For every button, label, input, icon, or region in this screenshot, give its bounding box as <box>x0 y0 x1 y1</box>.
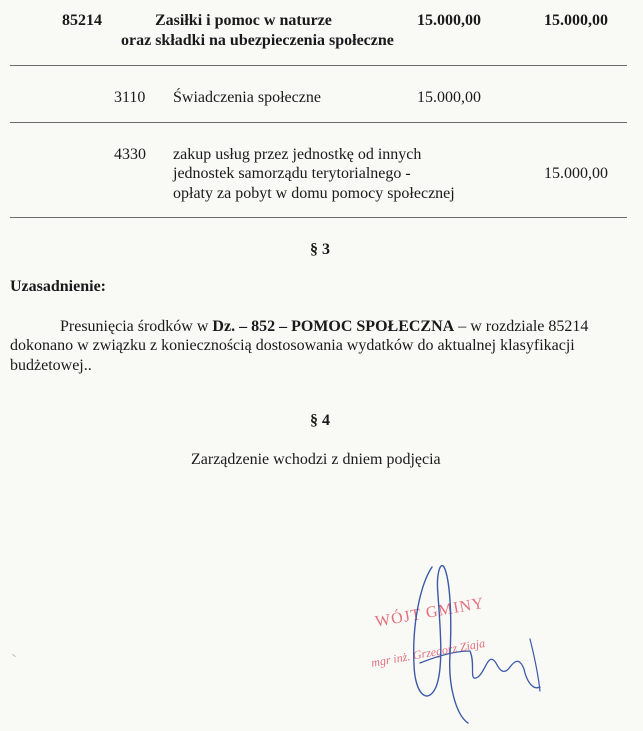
justification-line2: dokonano w związku z koniecznością dostosowania wydatków do aktualnej klasyfikacji <box>10 337 575 354</box>
justification-text-before: Presunięcia środków w <box>60 318 213 335</box>
row-description-line1: zakup usług przez jednostkę od innych <box>173 146 422 163</box>
row-amount-increase: 15.000,00 <box>544 165 608 182</box>
signature-icon <box>400 555 560 730</box>
table-divider <box>10 122 627 123</box>
section-title-line1: Zasiłki i pomoc w naturze <box>155 12 332 29</box>
row-amount-reduction: 15.000,00 <box>417 89 481 106</box>
section-title-line2: oraz składki na ubezpieczenia społeczne <box>121 32 394 49</box>
row-code: 3110 <box>114 89 146 106</box>
section-4-text: Zarządzenie wchodzi z dniem podjęcia <box>191 451 441 468</box>
justification-line3: budżetowej.. <box>10 357 92 374</box>
table-divider <box>10 217 627 218</box>
stamp-title: WÓJT GMINY <box>374 594 486 631</box>
section-code: 85214 <box>62 12 102 29</box>
justification-heading: Uzasadnienie: <box>10 278 106 295</box>
section-amount-reduction: 15.000,00 <box>417 12 481 29</box>
section-4-heading: § 4 <box>310 412 330 429</box>
section-amount-increase: 15.000,00 <box>544 12 608 29</box>
table-divider <box>10 65 627 66</box>
justification-text-after: – w rozdziale 85214 <box>454 318 589 335</box>
row-description-line2: jednostek samorządu terytorialnego - <box>173 165 411 182</box>
justification-text-bold: Dz. – 852 – POMOC SPOŁECZNA <box>212 318 455 335</box>
scan-speck <box>12 654 16 657</box>
stamp-name: mgr inż. Grzegorz Ziaja <box>370 635 487 670</box>
row-description-line3: opłaty za pobyt w domu pomocy społecznej <box>173 185 455 202</box>
justification-line1 <box>60 317 588 336</box>
row-code: 4330 <box>114 146 146 163</box>
section-3-heading: § 3 <box>310 241 330 258</box>
row-description: Świadczenia społeczne <box>173 89 321 106</box>
